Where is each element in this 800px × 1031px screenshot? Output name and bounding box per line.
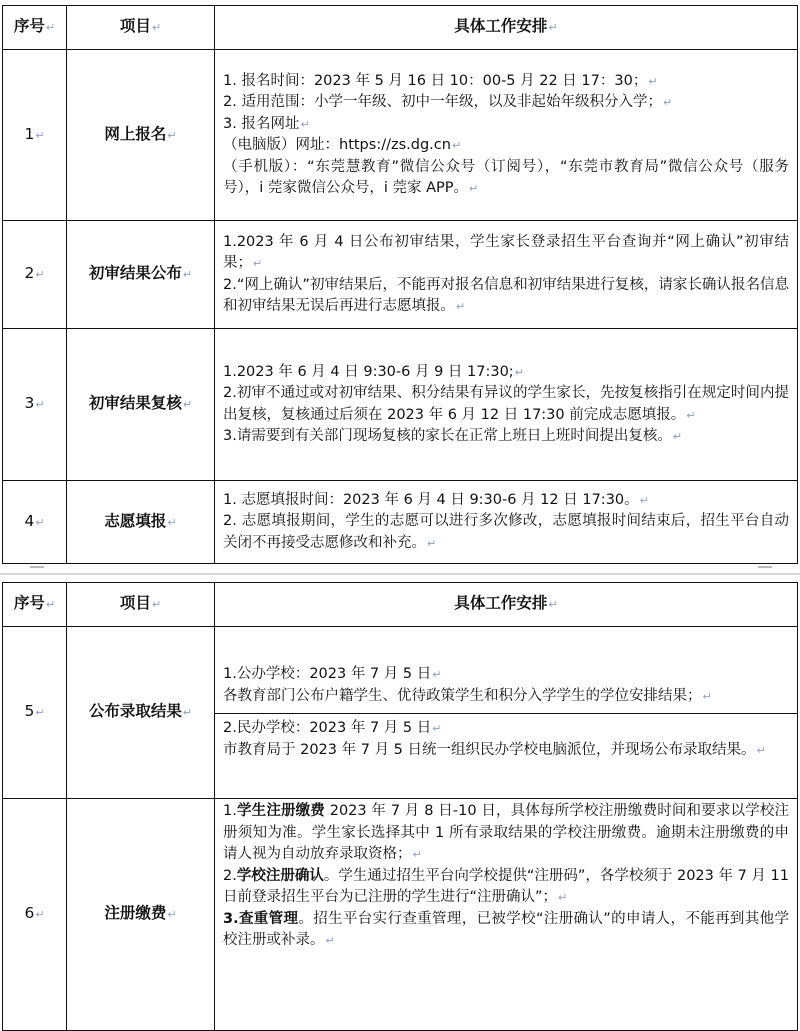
detail-line: （手机版）：“东莞慧教育”微信公众号（订阅号），“东莞市教育局”微信公众号（服务号），i 莞家微信公众号，i 莞家 APP。↵ [223,158,789,196]
enrollment-schedule-table-2 [2,582,798,1031]
private-school-text: 市教育局于 2023 年 7 月 5 日统一组织民办学校电脑派位，并现场公布录取结果。↵ [223,741,766,758]
header-item: 项目↵ [67,583,215,627]
row-detail [215,481,798,564]
detail-line: 2.初审不通过或对初审结果、积分结果有异议的学生家长，先按复核指引在规定时间内提出复核，复核通过后须在 2023 年 6 月 12 日 17:30 前完成志愿填报。↵ [223,385,789,423]
header-item: 项目↵ [67,6,215,50]
detail-line: （电脑版）网址：https://zs.dg.cn↵ [223,137,462,153]
table-row [3,221,798,329]
page-break-corner [758,566,772,578]
header-num: 序号↵ [3,583,67,627]
detail-line: 3.请需要到有关部门现场复核的家长在正常上班日上班时间提出复核。↵ [223,428,683,444]
public-school-title: 1.公办学校：2023 年 7 月 5 日↵ [223,666,442,682]
detail-line: 1. 志愿填报时间：2023 年 6 月 4 日 9:30-6 月 12 日 17:30。↵ [223,491,649,508]
duplicate-check-paragraph: 3.查重管理。招生平台实行查重管理，已被学校“注册确认”的申请人，不能再到其他学校注册或补录。↵ [223,910,789,948]
row-detail [215,329,798,481]
table-row [3,799,798,1031]
enrollment-schedule-table-1 [2,5,798,564]
table-header-row [3,6,798,50]
detail-line: 2. 适用范围：小学一年级、初中一年级，以及非起始年级积分入学；↵ [223,94,673,110]
row-detail [215,627,798,799]
row-detail [215,221,798,329]
row-detail [215,50,798,221]
row-item: 网上报名↵ [67,50,215,221]
detail-line: 1.2023 年 6 月 4 日公布初审结果，学生家长登录招生平台查询并“网上确认”初审结果；↵ [223,233,789,271]
header-detail: 具体工作安排↵ [215,6,798,50]
row-item: 初审结果复核↵ [67,329,215,481]
row-detail [215,799,798,1031]
school-confirmation-paragraph: 2.学校注册确认。学生通过招生平台向学校提供“注册码”，各学校须于 2023 年 7 月 11 日前登录招生平台为已注册的学生进行“注册确认”；↵ [223,867,789,905]
table-row [3,627,798,799]
detail-line: 3. 报名网址↵ [223,115,310,132]
page-break-corner [30,566,44,578]
page-break-line [0,573,800,575]
table-row [3,329,798,481]
private-school-block [215,713,797,761]
registration-fee-paragraph: 1.学生注册缴费 2023 年 7 月 8 日-10 日，具体每所学校注册缴费时间和要求以学校注册须知为准。学生家长选择其中 1 所有录取结果的学校注册缴费。逾期未注册缴费的申请人视为自动放弃录取资格；↵ [223,803,790,862]
row-num: 6↵ [3,799,67,1031]
detail-line: 1.2023 年 6 月 4 日 9:30-6 月 9 日 17:30;↵ [223,363,524,380]
row-item: 注册缴费↵ [67,799,215,1031]
row-num: 3↵ [3,329,67,481]
detail-line: 2. 志愿填报期间，学生的志愿可以进行多次修改，志愿填报时间结束后，招生平台自动关闭不再接受志愿修改和补充。↵ [223,513,789,551]
table-header-row [3,583,798,627]
table-row [3,481,798,564]
row-num: 5↵ [3,627,67,799]
public-school-text: 各教育部门公布户籍学生、优待政策学生和积分入学学生的学位安排结果；↵ [223,687,712,704]
row-item: 志愿填报↵ [67,481,215,564]
private-school-title: 2.民办学校：2023 年 7 月 5 日↵ [223,720,442,736]
header-detail: 具体工作安排↵ [215,583,798,627]
row-item: 初审结果公布↵ [67,221,215,329]
row-item: 公布录取结果↵ [67,627,215,799]
table-row [3,50,798,221]
row-num: 4↵ [3,481,67,564]
detail-line: 2.“网上确认”初审结果后，不能再对报名信息和初审结果进行复核，请家长确认报名信息和初审结果无误后再进行志愿填报。↵ [223,276,789,314]
detail-line: 1. 报名时间：2023 年 5 月 16 日 10：00-5 月 22 日 17：30；↵ [223,72,658,89]
row-num: 2↵ [3,221,67,329]
header-num: 序号↵ [3,6,67,50]
row-num: 1↵ [3,50,67,221]
